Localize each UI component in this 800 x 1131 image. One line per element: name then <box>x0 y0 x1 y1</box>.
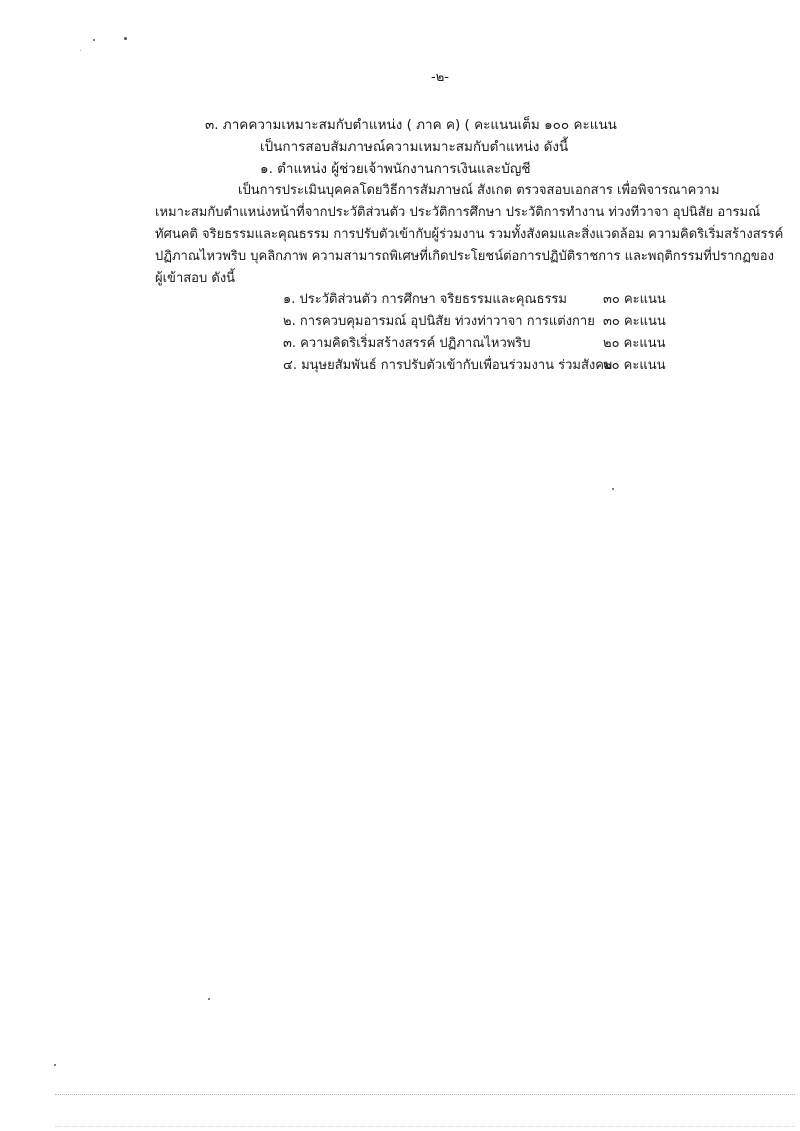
scan-speck <box>80 50 81 51</box>
scan-edge-line <box>55 1094 795 1095</box>
position-title: ๑. ตำแหน่ง ผู้ช่วยเจ้าพนักงานการเงินและบัญชี <box>260 161 531 177</box>
paragraph-line: เป็นการประเมินบุคคลโดยวิธีการสัมภาษณ์ สังเกต ตรวจสอบเอกสาร เพื่อพิจารณาความ <box>238 183 720 198</box>
paragraph-line: ทัศนคติ จริยธรรมและคุณธรรม การปรับตัวเข้ากับผู้ร่วมงาน รวมทั้งสังคมและสิ่งแวดล้อม ความคิดริเริ่มสร้างสรรค์ <box>155 227 784 242</box>
scan-speck <box>612 488 614 490</box>
scan-speck <box>208 998 210 1000</box>
scan-speck <box>54 1064 56 1066</box>
page-number: -๒- <box>431 70 449 85</box>
criteria-item-label: ๒. การควบคุมอารมณ์ อุปนิสัย ท่วงท่าวาจา การแต่งกาย <box>283 314 595 329</box>
criteria-item-label: ๑. ประวัติส่วนตัว การศึกษา จริยธรรมและคุณธรรม <box>283 292 567 307</box>
section-heading: ๓. ภาคความเหมาะสมกับตำแหน่ง ( ภาค ค) ( คะแนนเต็ม ๑๐๐ คะแนน <box>205 117 617 133</box>
paragraph-line: ปฏิภาณไหวพริบ บุคลิกภาพ ความสามารถพิเศษที่เกิดประโยชน์ต่อการปฏิบัติราชการ และพฤติกรรมที่ปรากฏของ <box>155 249 774 264</box>
criteria-item-score: ๓๐ คะแนน <box>603 292 666 307</box>
scan-speck <box>124 37 127 40</box>
criteria-item-label: ๔. มนุษยสัมพันธ์ การปรับตัวเข้ากับเพื่อนร่วมงาน ร่วมสังคม <box>283 358 613 373</box>
scan-edge-line <box>55 1126 795 1127</box>
criteria-item-score: ๒๐ คะแนน <box>603 358 666 373</box>
paragraph-line: เหมาะสมกับตำแหน่งหน้าที่จากประวัติส่วนตัว ประวัติการศึกษา ประวัติการทำงาน ท่วงทีวาจา อุปนิสัย อารมณ์ <box>155 205 761 220</box>
scan-speck <box>93 39 95 41</box>
criteria-item-score: ๒๐ คะแนน <box>603 336 666 351</box>
criteria-item-label: ๓. ความคิดริเริ่มสร้างสรรค์ ปฏิภาณไหวพริบ <box>283 336 531 351</box>
section-intro: เป็นการสอบสัมภาษณ์ความเหมาะสมกับตำแหน่ง ดังนี้ <box>260 139 569 155</box>
criteria-item-score: ๓๐ คะแนน <box>603 314 666 329</box>
paragraph-line: ผู้เข้าสอบ ดังนี้ <box>155 271 236 286</box>
